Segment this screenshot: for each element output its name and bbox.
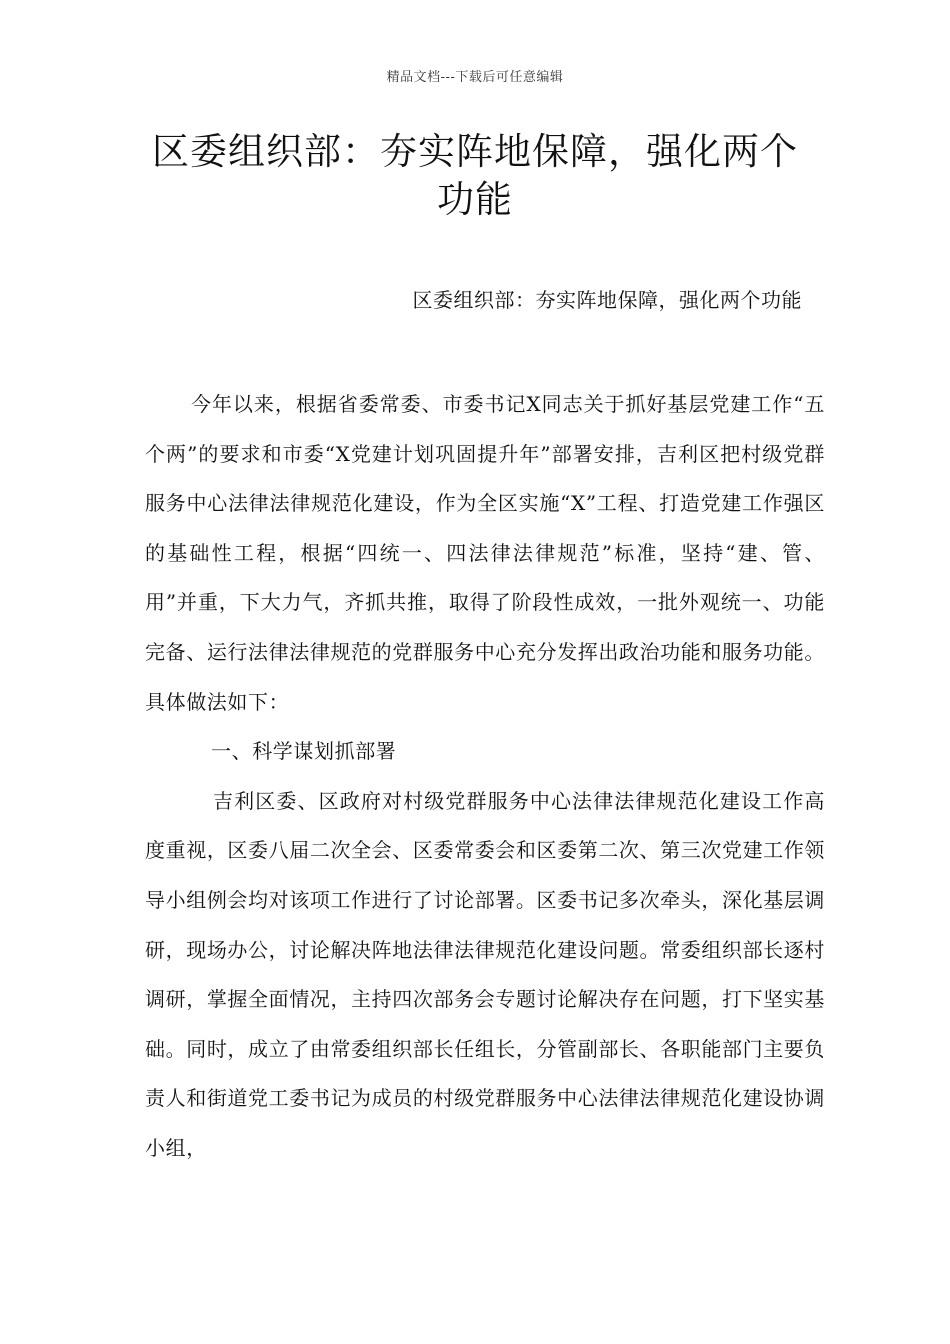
title-line-2: 功能	[437, 178, 513, 221]
title-line-1: 区委组织部：夯实阵地保障，强化两个	[152, 130, 798, 173]
document-title	[120, 128, 830, 224]
section-heading-1: 一、科学谋划抓部署	[211, 739, 397, 764]
document-subtitle: 区委组织部：夯实阵地保障，强化两个功能	[412, 288, 802, 312]
paragraph-1: 今年以来，根据省委常委、市委书记X同志关于抓好基层党建工作“五个两”的要求和市委“X党建计划巩固提升年”部署安排，吉利区把村级党群服务中心法律法律规范化建设，作为全区实施“X”工程、打造党建工作强区的基础性工程，根据“四统一、四法律法律规范”标准，坚持“建、管、用”并重，下大力气，齐抓共推，取得了阶段性成效，一批外观统一、功能完备、运行法律法律规范的党群服务中心充分发挥出政治功能和服务功能。具体做法如下：	[145, 392, 825, 714]
document-body	[145, 380, 825, 1174]
paragraph-2: 吉利区委、区政府对村级党群服务中心法律法律规范化建设工作高度重视，区委八届二次全会、区委常委会和区委第二次、第三次党建工作领导小组例会均对该项工作进行了讨论部署。区委书记多次牵头，深化基层调研，现场办公，讨论解决阵地法律法律规范化建设问题。常委组织部长逐村调研，掌握全面情况，主持四次部务会专题讨论解决存在问题，打下坚实基础。同时，成立了由常委组织部长任组长，分管副部长、各职能部门主要负责人和街道党工委书记为成员的村级党群服务中心法律法律规范化建设协调小组，	[145, 788, 825, 1160]
page-header: 精品文档---下载后可任意编辑	[386, 70, 564, 85]
